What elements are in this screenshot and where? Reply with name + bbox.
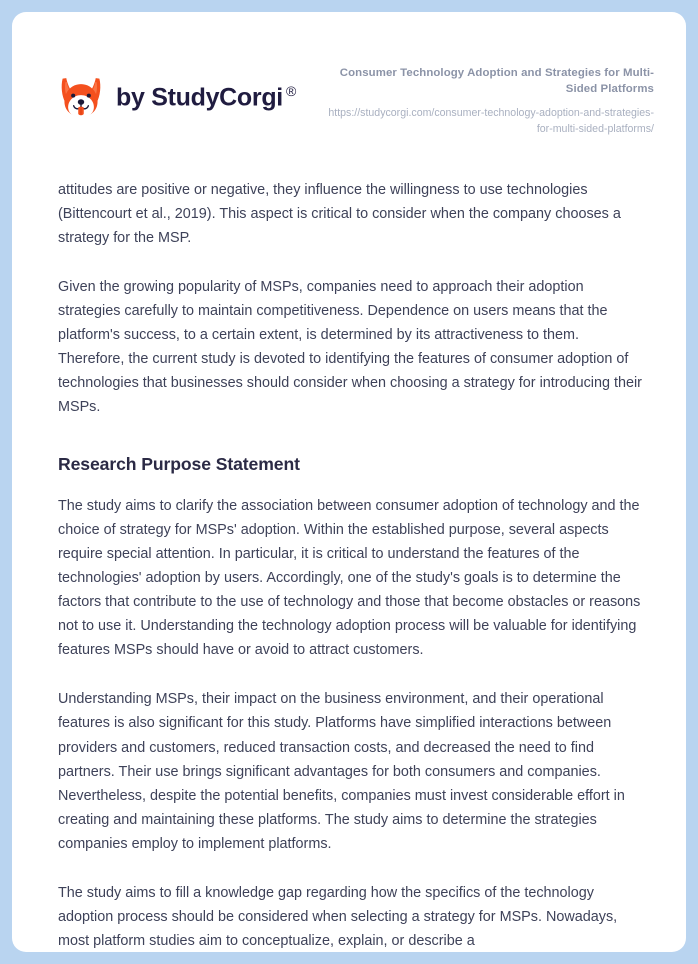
header-metadata [296,60,654,138]
paragraph: The study aims to fill a knowledge gap regarding how the specifics of the technology adoption process should be considered when selecting a strategy for MSPs. Nowadays, most platform studies aim to conceptualize, explain, or describe a [58,884,618,949]
brand-prefix: by [116,83,145,112]
corgi-logo-icon [58,74,104,120]
document-header [12,12,686,138]
paragraph: The study aims to clarify the association between consumer adoption of technology and the choice of strategy for MSPs' adoption. Within the established purpose, several aspects require special attention. In particular, it is critical to understand the features of the technologies' adoption by users. Accordingly, one of the study's goals is to determine the factors that contribute to the use of technology and those that become obstacles or reasons not to use it. Understanding the technology adoption process will be valuable for identifying features MSPs should have or avoid to attract customers. [58,498,641,659]
registered-trademark-icon: ® [285,82,296,99]
document-page-card [12,12,686,952]
article-title: Consumer Technology Adoption and Strategies for Multi-Sided Platforms [339,67,654,95]
paragraph: attitudes are positive or negative, they influence the willingness to use technologies (Bittencourt et al., 2019). This aspect is critical to consider when the company chooses a strategy for the MSP. [58,181,621,246]
brand-wordmark [116,84,296,110]
studycorgi-branding [58,60,296,120]
paragraph: Given the growing popularity of MSPs, companies need to approach their adoption strategies carefully to maintain competitiveness. Dependence on users means that the platform's success, to a certain extent, is determined by its attractiveness to them. Therefore, the current study is devoted to identifying the features of consumer adoption of technologies that businesses should consider when choosing a strategy for introducing their MSPs. [58,278,642,416]
article-url[interactable]: https://studycorgi.com/consumer-technology-adoption-and-strategies-for-multi-sided-platforms/ [328,107,654,136]
brand-name: StudyCorgi [151,83,283,112]
document-body [12,178,686,952]
paragraph: Understanding MSPs, their impact on the business environment, and their operational features is also significant for this study. Platforms have simplified interactions between providers and customers, reduced transaction costs, and decreased the need to find partners. Their use brings significant advantages for both consumers and companies. Nevertheless, despite the potential benefits, companies must invest considerable effort in creating and maintaining these platforms. The study aims to determine the strategies companies employ to implement platforms. [58,691,625,852]
section-heading: Research Purpose Statement [58,454,300,475]
